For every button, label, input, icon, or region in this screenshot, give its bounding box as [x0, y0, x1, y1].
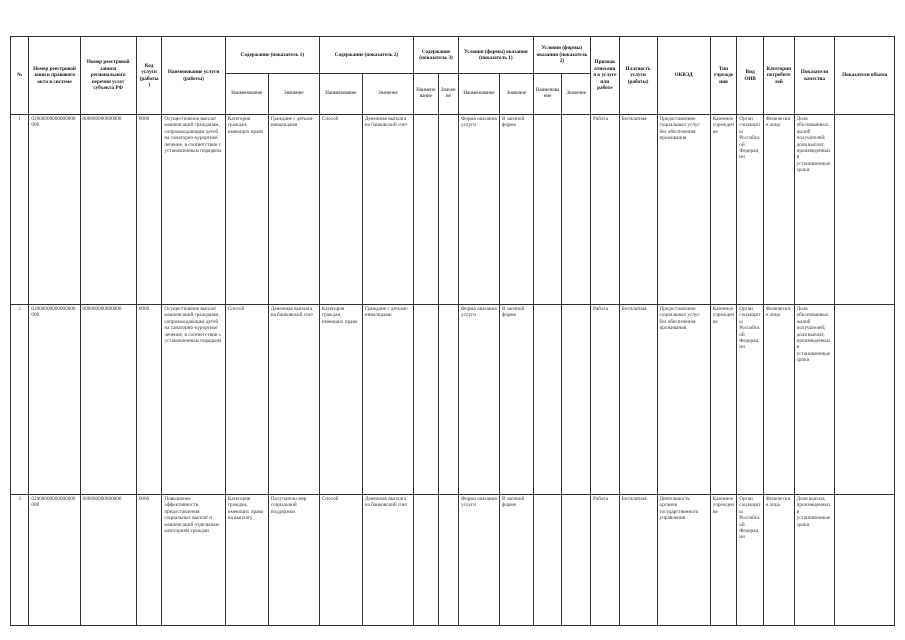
cell-recipients: Физические лица	[763, 115, 794, 305]
cell-reg-number-regional: 000000000000000	[80, 115, 136, 305]
cell-code: 0000	[136, 305, 162, 495]
cell-content1-name: Категория граждан, имеющих право на выплату	[225, 495, 268, 626]
col-conditions-1: Условия (формы) оказания (показатель 1)	[459, 37, 534, 74]
col-content-3: Содержание (показатель 3)	[414, 37, 459, 74]
cell-code: 0000	[136, 495, 162, 626]
cell-type: Работа	[591, 115, 620, 305]
cell-category: Казенное учреждение	[710, 495, 737, 626]
cell-content2-value: Денежная выплата на банковский счет	[362, 495, 413, 626]
cell-volume	[835, 115, 895, 305]
sub-name: Наименование	[414, 74, 439, 115]
cell-content3-value	[438, 115, 458, 305]
cell-content3-value	[438, 305, 458, 495]
col-authority: Вид ОИВ	[737, 37, 764, 115]
col-conditions-2: Условия (формы) оказания (показатель 2)	[533, 37, 590, 74]
sub-value: Значение	[268, 74, 319, 115]
cell-content1-value: Получатели мер социальной поддержки	[268, 495, 319, 626]
cell-authority: Орган соцзащиты Российской Федерации	[737, 495, 764, 626]
cell-payment: Бесплатная	[619, 495, 657, 626]
cell-reg-number: 02000000000000000000	[29, 115, 80, 305]
register-table	[10, 36, 895, 626]
cell-quality: Доля обоснованных жалоб получателей; доля выплат, произведенных в установленные сроки	[794, 115, 835, 305]
cell-number: 2	[11, 305, 29, 495]
cell-cond1-value: В заочной форме	[499, 495, 533, 626]
cell-type: Работа	[591, 305, 620, 495]
cell-content2-name: Категория граждан, имеющих право	[319, 305, 362, 495]
cell-quality: Доля выплат, произведенных в установленные сроки	[794, 495, 835, 626]
cell-content3-name	[414, 305, 439, 495]
sub-name: Наименование	[459, 74, 500, 115]
col-code: Код услуги (работы)	[136, 37, 162, 115]
cell-quality: Доля обоснованных жалоб получателей; доля выплат, произведенных в установленные сроки	[794, 305, 835, 495]
cell-content3-value	[438, 495, 458, 626]
cell-name: Осуществление выплат компенсаций гражданам, сопровождающим детей на санаторно-курортное лечение, в соответствии с установленным порядком	[162, 115, 225, 305]
cell-cond1-name: Форма оказания услуги	[459, 305, 500, 495]
cell-recipients: Физические лица	[763, 305, 794, 495]
col-reg-number-regional: Номер реестровой записи регионального перечня услуг субъекта РФ	[80, 37, 136, 115]
col-okved: ОКВЭД	[657, 37, 710, 115]
cell-content1-value: Граждане с детьми-инвалидами	[268, 115, 319, 305]
sub-value: Значение	[438, 74, 458, 115]
cell-okved: Предоставление социальных услуг без обеспечения проживания	[657, 305, 710, 495]
cell-reg-number-regional: 000000000000000	[80, 495, 136, 626]
header-row-1	[11, 37, 895, 74]
cell-content2-value: Денежная выплата на банковский счет	[362, 115, 413, 305]
col-content-2: Содержание (показатель 2)	[319, 37, 413, 74]
col-name: Наименование услуги (работы)	[162, 37, 225, 115]
cell-reg-number-regional: 000000000000000	[80, 305, 136, 495]
sub-name: Наименование	[533, 74, 562, 115]
cell-volume	[835, 495, 895, 626]
cell-cond1-name: Форма оказания услуги	[459, 495, 500, 626]
cell-category: Казенное учреждение	[710, 115, 737, 305]
cell-okved: Деятельность органов государственного управления	[657, 495, 710, 626]
cell-okved: Предоставление социальных услуг без обеспечения проживания	[657, 115, 710, 305]
cell-content3-name	[414, 115, 439, 305]
cell-cond2-name	[533, 305, 562, 495]
table-row	[11, 115, 895, 305]
cell-content2-name: Способ	[319, 115, 362, 305]
cell-cond2-name	[533, 495, 562, 626]
sub-value: Значение	[362, 74, 413, 115]
cell-content1-value: Денежная выплата на банковский счет	[268, 305, 319, 495]
cell-cond1-name: Форма оказания услуги	[459, 115, 500, 305]
cell-number: 3	[11, 495, 29, 626]
sub-value: Значение	[562, 74, 591, 115]
cell-number: 1	[11, 115, 29, 305]
cell-name: Осуществление выплат компенсаций гражданам, сопровождающим детей на санаторно-курортное лечение, в соответствии с установленным порядком	[162, 305, 225, 495]
col-category: Тип учреждения	[710, 37, 737, 115]
cell-authority: Орган соцзащиты Российской Федерации	[737, 305, 764, 495]
table-row	[11, 305, 895, 495]
sub-name: Наименование	[225, 74, 268, 115]
cell-cond1-value: В заочной форме	[499, 115, 533, 305]
col-quality: Показатели качества	[794, 37, 835, 115]
cell-reg-number: 02000000000000000000	[29, 305, 80, 495]
register-sheet	[10, 36, 895, 626]
cell-volume	[835, 305, 895, 495]
cell-payment: Бесплатная	[619, 115, 657, 305]
cell-name: Повышение эффективности предоставления социальных выплат и компенсаций отдельным категориям граждан	[162, 495, 225, 626]
col-volume: Показатели объема	[835, 37, 895, 115]
sub-name: Наименование	[319, 74, 362, 115]
col-type: Признак отнесения к услуге или работе	[591, 37, 620, 115]
col-number: №	[11, 37, 29, 115]
table-row	[11, 495, 895, 626]
cell-content2-value: Граждане с детьми-инвалидами	[362, 305, 413, 495]
col-content-1: Содержание (показатель 1)	[225, 37, 319, 74]
col-payment: Платность услуги (работы)	[619, 37, 657, 115]
col-reg-number: Номер реестровой записи правового акта в системе	[29, 37, 80, 115]
cell-cond2-value	[562, 115, 591, 305]
cell-cond1-value: В заочной форме	[499, 305, 533, 495]
cell-reg-number: 02000000000000000000	[29, 495, 80, 626]
col-recipients: Категории потребителей	[763, 37, 794, 115]
cell-authority: Орган соцзащиты Российской Федерации	[737, 115, 764, 305]
cell-cond2-name	[533, 115, 562, 305]
cell-code: 0000	[136, 115, 162, 305]
cell-cond2-value	[562, 305, 591, 495]
cell-type: Работа	[591, 495, 620, 626]
cell-content3-name	[414, 495, 439, 626]
cell-content1-name: Способ	[225, 305, 268, 495]
cell-payment: Бесплатная	[619, 305, 657, 495]
cell-cond2-value	[562, 495, 591, 626]
cell-content2-name: Способ	[319, 495, 362, 626]
cell-content1-name: Категория граждан, имеющих право	[225, 115, 268, 305]
cell-category: Казенное учреждение	[710, 305, 737, 495]
sub-value: Значение	[499, 74, 533, 115]
cell-recipients: Физические лица	[763, 495, 794, 626]
